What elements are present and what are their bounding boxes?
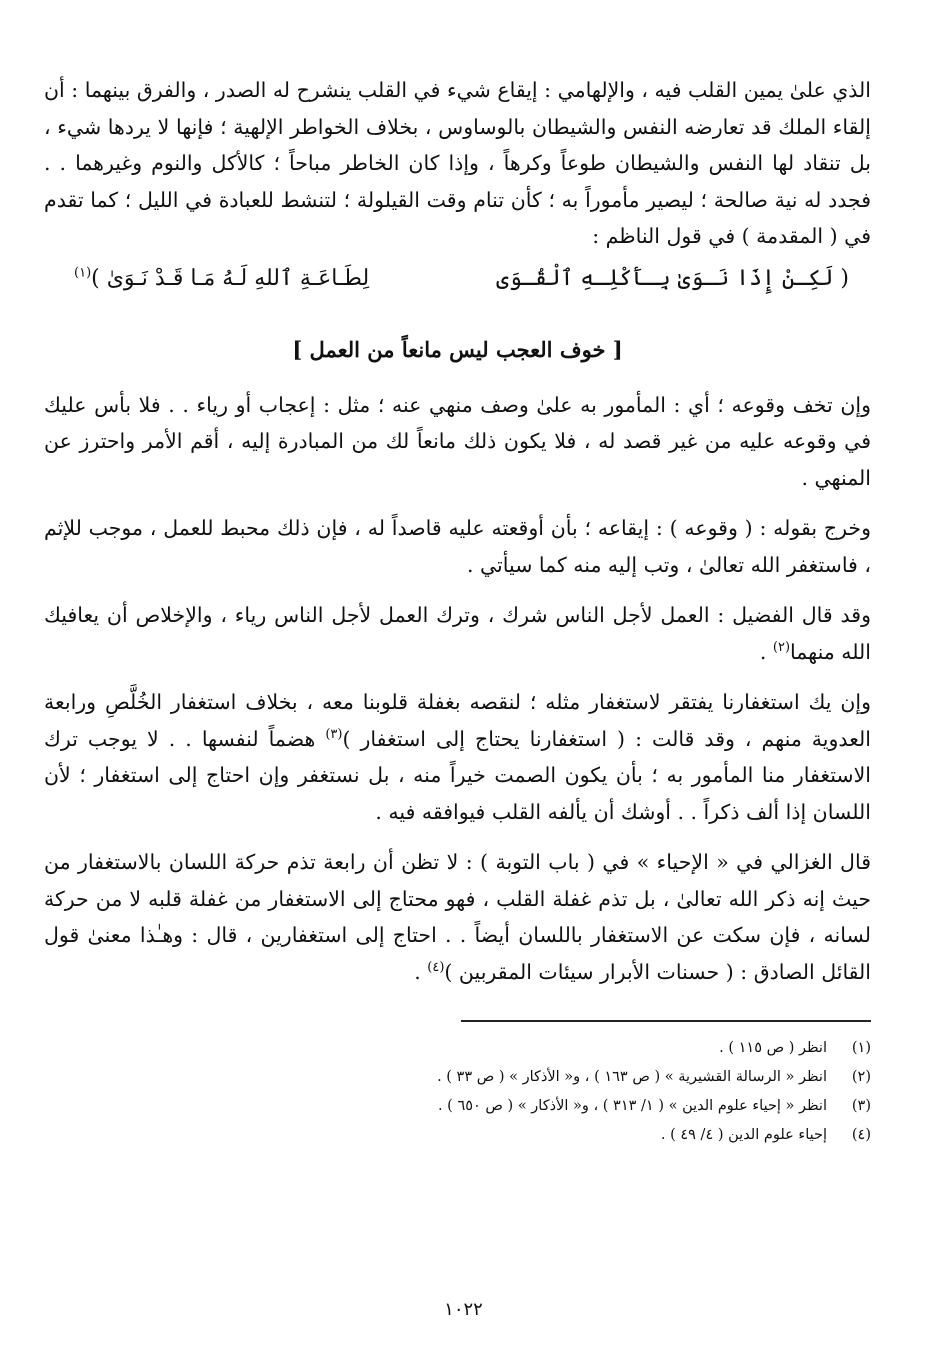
paragraph-3 [44, 597, 871, 670]
footnote-marker: (٣) [325, 726, 343, 742]
paragraph-5 [44, 844, 871, 990]
footnote-text: إحياء علوم الدين ( ٤/ ٤٩ ) . [660, 1127, 827, 1143]
footnote-divider [461, 1020, 871, 1022]
paragraph-text: وإن تخف وقوعه ؛ أي : المأمور به علىٰ وصف منهي عنه ؛ مثل : إعجاب أو رياء . . فلا بأس عليك في وقوعه عليه من غير قصد له ، فلا يكون ذلك مانعاً لك من المبادرة إليه ، أقم الأمر واحترز عن المنهي . [44, 392, 871, 490]
verse-left-text: لِطَـاعَـةِ ٱللهِ لَـهُ مَـا قَـدْ نَـوَىٰ ) [91, 265, 370, 291]
paragraph-2 [44, 510, 871, 583]
paragraph-tail: . [759, 639, 773, 664]
poem-verse [74, 261, 849, 297]
paragraph-text: وقد قال الفضيل : العمل لأجل الناس شرك ، وترك العمل لأجل الناس رياء ، والإخلاص أن يعافيك الله منهما [44, 603, 871, 664]
footnote-marker: (٤) [427, 959, 445, 975]
paragraph-tail: هضماً لنفسها . . لا يوجب ترك الاستغفار منا المأمور به ؛ بأن يكون الصمت خيراً منه ، بل نستغفر وإن احتاج إلى استغفار ؛ لأن اللسان إذا ألف ذكراً . . أوشك أن يألفه القلب فيوافقه فيه . [44, 726, 871, 824]
footnote-marker: (١) [74, 265, 92, 281]
footnote-marker: (٢) [772, 639, 791, 655]
footnotes-list [44, 1034, 871, 1150]
verse-left-hemistich [74, 261, 369, 297]
footnote-number: (٤) [851, 1127, 871, 1143]
section-heading: [ خوف العجب ليس مانعاً من العمل ] [292, 336, 623, 362]
footnote-number: (٣) [851, 1098, 871, 1114]
footnote-item [44, 1092, 871, 1121]
footnote-number: (٢) [851, 1069, 871, 1085]
paragraph-text: قال الغزالي في « الإحياء » في ( باب التوبة ) : لا تظن أن رابعة تذم حركة اللسان بالاستغفار من حيث إنه ذكر الله تعالىٰ ، بل تذم غفلة القلب ، فهو محتاج إلى الاستغفار من غفلة قلبه لا من حركة لسانه ، فإن سكت عن الاستغفار باللسان أيضاً . . احتاج إلى استغفارين ، قال : وهـٰذا معنىٰ قول القائل الصادق : ( حسنات الأبرار سيئات المقربين ) [44, 850, 871, 984]
paragraph-1 [44, 387, 871, 497]
footnote-item [44, 1034, 871, 1063]
paragraph-4 [44, 684, 871, 830]
footnote-text: انظر ( ص ١١٥ ) . [719, 1040, 827, 1056]
paragraph-text: وإن يك استغفارنا يفتقر لاستغفار مثله ؛ لنقصه بغفلة قلوبنا معه ، بخلاف استغفار الخُلَّصِ ورابعة العدوية منهم ، وقد قالت : ( استغفارنا يحتاج إلى استغفار ) [44, 690, 871, 751]
footnote-number: (١) [851, 1040, 871, 1056]
page-number: ١٠٢٢ [444, 1299, 483, 1320]
intro-paragraph: الذي علىٰ يمين القلب فيه ، والإلهامي : إيقاع شيء في القلب ينشرح له الصدر ، والفرق بينهما : أن إلقاء الملك قد تعارضه النفس والشيطان بالوساوس ، بخلاف الخواطر الإلهية ؛ فإنها لا يردها شيء ، بل تنقاد لها النفس والشيطان طوعاً وكرهاً ، وإذا كان الخاطر مباحاً ؛ كالأكل والنوم وغيرهما . . فجدد له نية صالحة ؛ ليصير مأموراً به ؛ كأن تنام وقت القيلولة ؛ لتنشط للعبادة في الليل ؛ كما تقدم في ( المقدمة ) في قول الناظم : [44, 78, 871, 248]
paragraph-tail: . [414, 959, 428, 984]
footnote-text: انظر « إحياء علوم الدين » ( ١/ ٣١٣ ) ، و« الأذكار » ( ص ٦٥٠ ) . [437, 1098, 827, 1114]
verse-right-text: ( لَكِـنْ إِذَا نَـوَىٰ بِـأَكْلِـهِ ٱلْقُـوَى [496, 265, 849, 291]
footnote-text: انظر « الرسالة القشيرية » ( ص ١٦٣ ) ، و« الأذكار » ( ص ٣٣ ) . [437, 1069, 827, 1085]
footnote-item [44, 1063, 871, 1092]
paragraph-text: وخرج بقوله : ( وقوعه ) : إيقاعه ؛ بأن أوقعته عليه قاصداً له ، فإن ذلك محبط للعمل ، موجب للإثم ، فاستغفر الله تعالىٰ ، وتب إليه منه كما سيأتي . [44, 516, 871, 577]
footnote-item [44, 1121, 871, 1150]
verse-right-hemistich [496, 261, 849, 297]
